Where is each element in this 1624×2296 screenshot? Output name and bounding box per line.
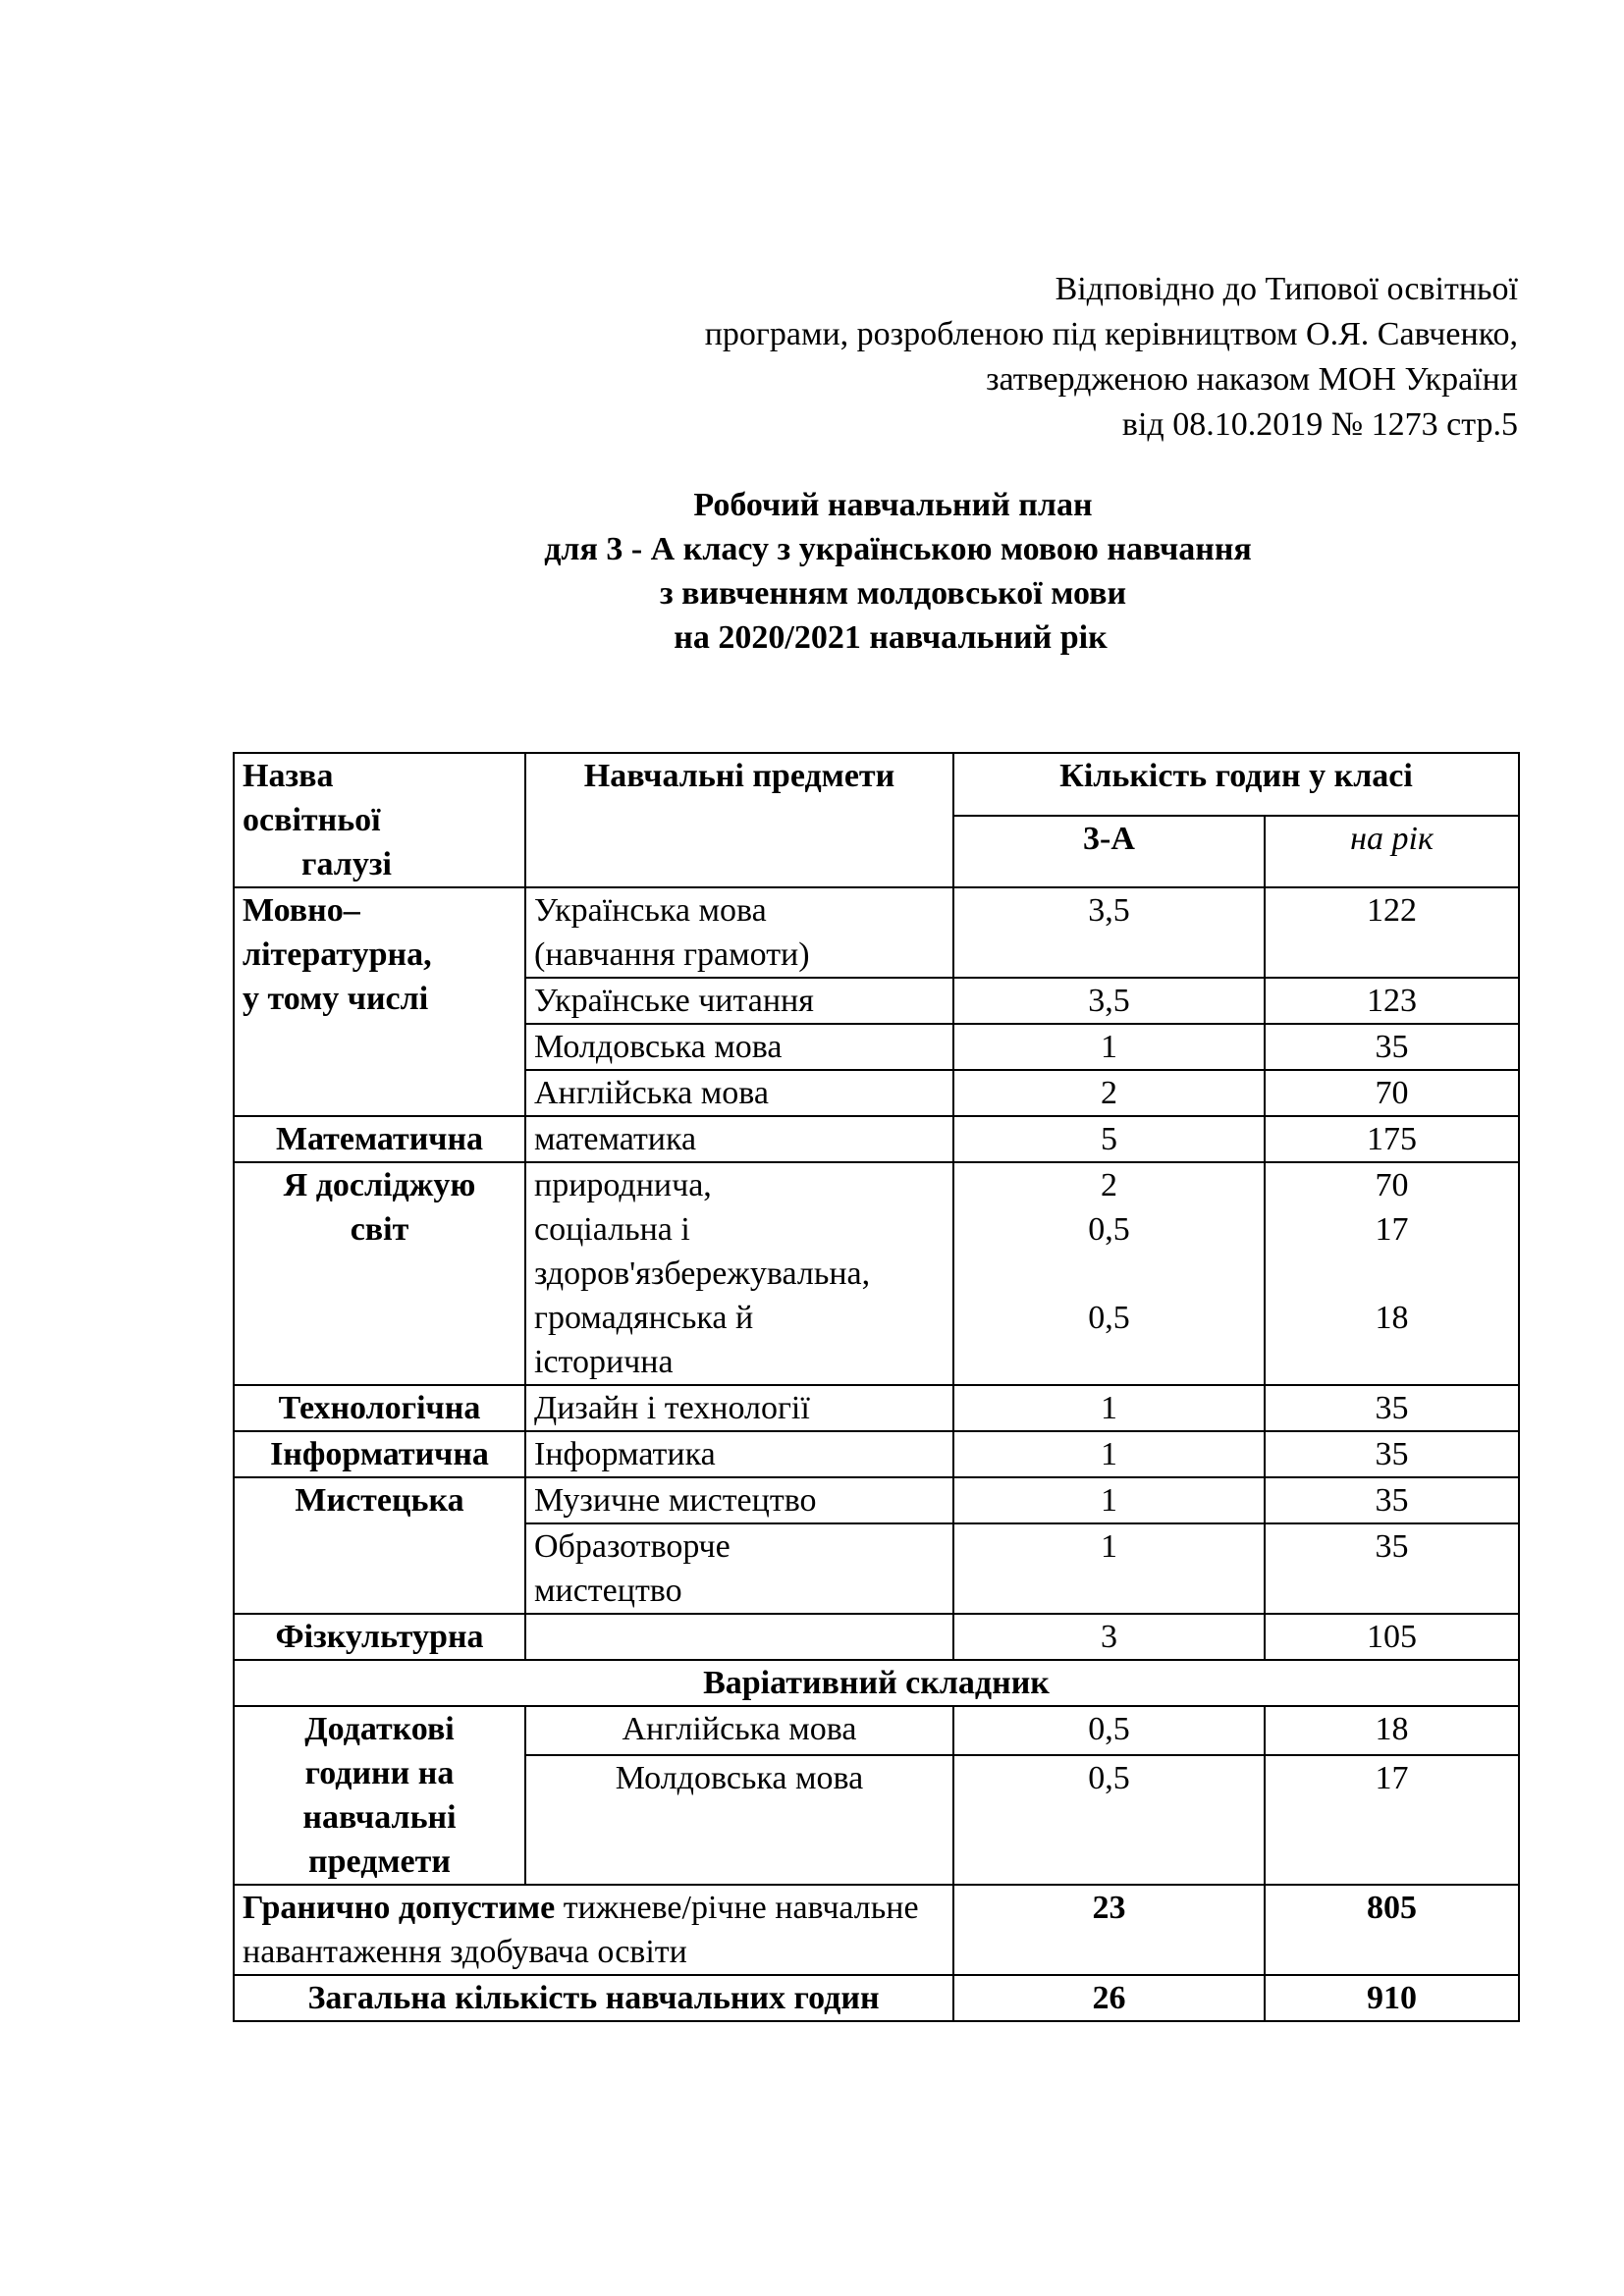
header-class-cell: 3-А	[953, 816, 1265, 887]
year-hours-cell: 35	[1265, 1431, 1519, 1477]
table-header-row	[234, 753, 1519, 816]
header-area-line: освітньої	[243, 802, 381, 838]
subject-line: Образотворче	[534, 1528, 731, 1565]
subject-cell: Молдовська мова	[525, 1755, 953, 1885]
week-hours-cell: 1	[953, 1024, 1265, 1070]
subject-cell	[525, 1614, 953, 1660]
year-hours-cell: 35	[1265, 1024, 1519, 1070]
week-hours-cell: 3	[953, 1614, 1265, 1660]
subject-line: мистецтво	[534, 1573, 682, 1609]
total-row	[234, 1975, 1519, 2021]
area-info-cell: Інформатична	[234, 1431, 525, 1477]
area-world-cell	[234, 1162, 525, 1385]
year-hours-cell: 35	[1265, 1523, 1519, 1614]
week-hours-cell: 2	[953, 1070, 1265, 1116]
year-value	[1273, 1340, 1510, 1384]
year-hours-cell: 175	[1265, 1116, 1519, 1162]
week-value	[962, 1340, 1256, 1384]
area-math-cell: Математична	[234, 1116, 525, 1162]
area-phys-cell: Фізкультурна	[234, 1614, 525, 1660]
year-value: 17	[1375, 1211, 1409, 1248]
limit-label-rest: тижневе/річне навчальне навантаження здобувача освіти	[243, 1890, 919, 1970]
title-line-3: з вивченням молдовської мови	[659, 575, 1127, 612]
header-area-cell	[234, 753, 525, 887]
area-line: світ	[350, 1211, 409, 1248]
subject-cell	[525, 1523, 953, 1614]
week-hours-cell: 0,5	[953, 1755, 1265, 1885]
header-year-cell: на рік	[1265, 816, 1519, 887]
approval-line-3: затвердженою наказом МОН України	[986, 361, 1518, 398]
table-row	[234, 1116, 1519, 1162]
week-value: 0,5	[1088, 1300, 1130, 1336]
table-row	[234, 1431, 1519, 1477]
year-hours-cell: 70	[1265, 1070, 1519, 1116]
total-label-cell: Загальна кількість навчальних годин	[234, 1975, 953, 2021]
week-hours-cell: 3,5	[953, 978, 1265, 1024]
limit-week-cell: 23	[953, 1885, 1265, 1975]
curriculum-table	[233, 752, 1520, 2022]
week-hours-cell: 3,5	[953, 887, 1265, 978]
title-line-2: для 3 - А класу з українською мовою навчання	[544, 531, 1252, 567]
subject-cell: математика	[525, 1116, 953, 1162]
week-value: 0,5	[1088, 1211, 1130, 1248]
subject-line: історична	[534, 1344, 674, 1380]
total-year-cell: 910	[1265, 1975, 1519, 2021]
variative-row	[234, 1660, 1519, 1706]
year-value	[1273, 1252, 1510, 1296]
subject-line: (навчання грамоти)	[534, 936, 810, 973]
area-line: Я досліджую	[283, 1167, 476, 1203]
header-area-line: Назва	[243, 758, 334, 794]
limit-label-cell	[234, 1885, 953, 1975]
approval-line-4: від 08.10.2019 № 1273 стр.5	[1121, 406, 1518, 443]
week-value	[962, 1252, 1256, 1296]
header-hours-cell: Кількість годин у класі	[953, 753, 1519, 816]
subject-cell: Молдовська мова	[525, 1024, 953, 1070]
area-line: Додаткові	[304, 1711, 455, 1747]
week-hours-cell: 0,5	[953, 1706, 1265, 1755]
title-line-4: на 2020/2021 навчальний рік	[674, 619, 1108, 656]
document-title	[0, 483, 1624, 660]
area-line: предмети	[308, 1843, 451, 1880]
year-hours-cell: 123	[1265, 978, 1519, 1024]
table-row	[234, 1706, 1519, 1755]
subject-cell: Українське читання	[525, 978, 953, 1024]
limit-year-cell: 805	[1265, 1885, 1519, 1975]
area-extra-cell	[234, 1706, 525, 1885]
subject-cell: Англійська мова	[525, 1706, 953, 1755]
header-subjects-cell: Навчальні предмети	[525, 753, 953, 887]
total-week-cell: 26	[953, 1975, 1265, 2021]
subject-line: Українська мова	[534, 892, 767, 929]
table-row	[234, 1477, 1519, 1523]
table-row	[234, 1385, 1519, 1431]
year-hours-cell: 35	[1265, 1477, 1519, 1523]
subject-cell	[525, 1162, 953, 1385]
table-row	[234, 1162, 1519, 1385]
header-area-line: галузі	[301, 846, 392, 882]
week-hours-cell: 1	[953, 1477, 1265, 1523]
area-line: навчальні	[302, 1799, 457, 1836]
year-hours-cell: 18	[1265, 1706, 1519, 1755]
area-line: години на	[304, 1755, 455, 1791]
subject-line: соціальна і	[534, 1211, 690, 1248]
subject-cell: Англійська мова	[525, 1070, 953, 1116]
area-art-cell: Мистецька	[234, 1477, 525, 1614]
year-hours-cell: 122	[1265, 887, 1519, 978]
subject-line: громадянська й	[534, 1300, 754, 1336]
limit-label-bold: Гранично допустиме	[243, 1890, 556, 1926]
area-tech-cell: Технологічна	[234, 1385, 525, 1431]
year-value: 70	[1375, 1167, 1409, 1203]
subject-line: природнича,	[534, 1167, 712, 1203]
subject-cell: Музичне мистецтво	[525, 1477, 953, 1523]
year-hours-cell: 105	[1265, 1614, 1519, 1660]
subject-line: здоров'язбережувальна,	[534, 1255, 871, 1292]
table-row	[234, 887, 1519, 978]
title-line-1: Робочий навчальний план	[693, 487, 1093, 523]
week-hours-cell: 1	[953, 1385, 1265, 1431]
subject-cell: Дизайн і технології	[525, 1385, 953, 1431]
year-hours-cell	[1265, 1162, 1519, 1385]
approval-header	[705, 267, 1518, 448]
subject-cell: Інформатика	[525, 1431, 953, 1477]
week-hours-cell	[953, 1162, 1265, 1385]
area-line: у тому числі	[243, 981, 429, 1017]
week-hours-cell: 1	[953, 1431, 1265, 1477]
variative-heading: Варіативний складник	[234, 1660, 1519, 1706]
area-line: Мовно–	[243, 892, 360, 929]
area-lang-cell	[234, 887, 525, 1116]
table-row	[234, 1614, 1519, 1660]
area-line: літературна,	[243, 936, 432, 973]
week-hours-cell: 1	[953, 1523, 1265, 1614]
year-hours-cell: 35	[1265, 1385, 1519, 1431]
approval-line-2: програми, розробленою під керівництвом О.Я. Савченко,	[704, 316, 1518, 352]
limit-row	[234, 1885, 1519, 1975]
week-value: 2	[1101, 1167, 1117, 1203]
year-value: 18	[1375, 1300, 1409, 1336]
year-hours-cell: 17	[1265, 1755, 1519, 1885]
week-hours-cell: 5	[953, 1116, 1265, 1162]
approval-line-1: Відповідно до Типової освітньої	[1055, 271, 1518, 307]
subject-cell	[525, 887, 953, 978]
